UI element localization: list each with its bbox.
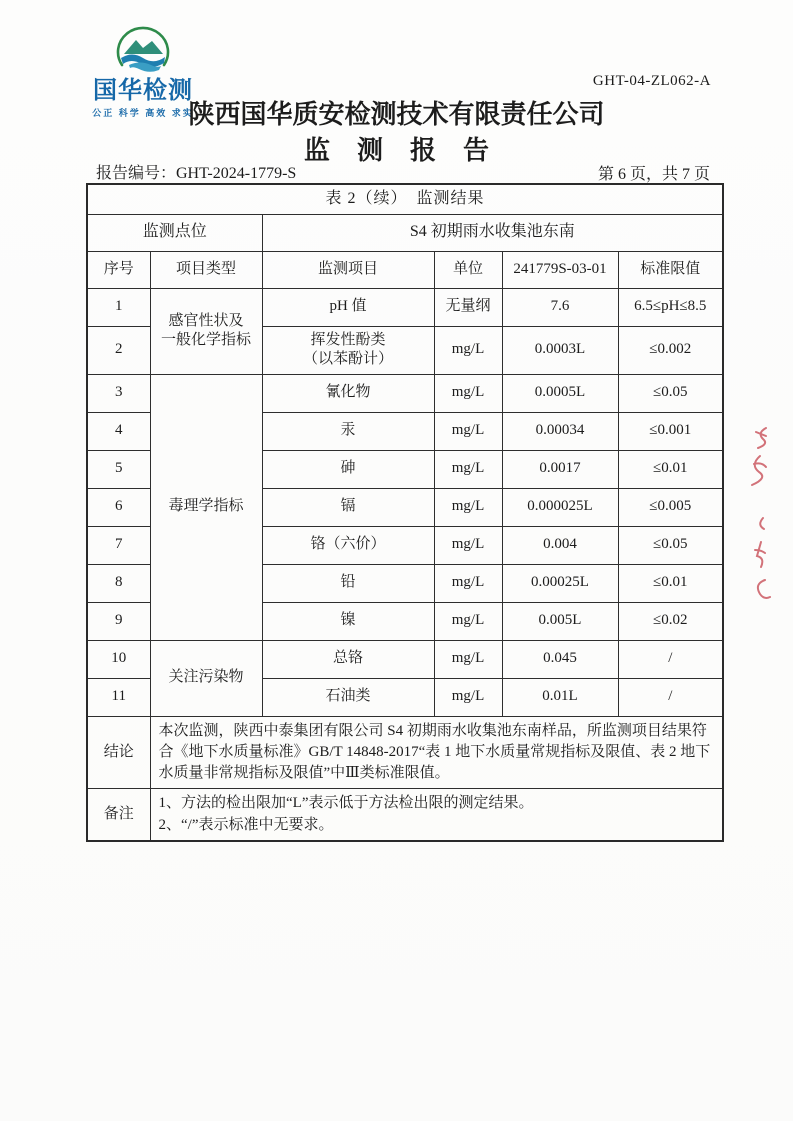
row-value: 0.00025L: [502, 564, 618, 602]
col-header-type: 项目类型: [150, 251, 262, 288]
row-no: 2: [87, 326, 150, 374]
row-unit: mg/L: [434, 488, 502, 526]
row-value: 0.0005L: [502, 374, 618, 412]
row-limit: /: [618, 640, 723, 678]
row-no: 8: [87, 564, 150, 602]
row-limit: ≤0.02: [618, 602, 723, 640]
row-item: 镍: [262, 602, 434, 640]
row-no: 4: [87, 412, 150, 450]
monitoring-results-table: [86, 183, 724, 842]
row-value: 0.005L: [502, 602, 618, 640]
row-no: 9: [87, 602, 150, 640]
row-item: 铅: [262, 564, 434, 602]
company-name: 陕西国华质安检测技术有限责任公司: [188, 99, 605, 129]
logo-slogan: 公正 科学 高效 求实: [92, 108, 194, 119]
col-header-limit: 标准限值: [618, 251, 723, 288]
table-row: [87, 374, 723, 412]
row-item: 总铬: [262, 640, 434, 678]
row-unit: 无量纲: [434, 288, 502, 326]
group-label-toxicology: 毒理学指标: [150, 374, 262, 640]
row-item: [262, 326, 434, 374]
table-row: [87, 288, 723, 326]
site-value: S4 初期雨水收集池东南: [262, 214, 723, 251]
col-header-no: 序号: [87, 251, 150, 288]
table-title: 表 2（续） 监测结果: [87, 184, 723, 214]
report-number: 报告编号：GHT-2024-1779-S: [96, 165, 297, 182]
mountain-water-circle-icon: [107, 18, 179, 78]
row-unit: mg/L: [434, 374, 502, 412]
row-limit: /: [618, 678, 723, 716]
remarks-text: [150, 789, 723, 841]
col-header-unit: 单位: [434, 251, 502, 288]
remark-line: 1、方法的检出限加“L”表示低于方法检出限的测定结果。: [158, 795, 534, 812]
row-no: 11: [87, 678, 150, 716]
group-label-pollutants: 关注污染物: [150, 640, 262, 716]
row-value: 0.0017: [502, 450, 618, 488]
row-limit: ≤0.01: [618, 564, 723, 602]
row-limit: ≤0.002: [618, 326, 723, 374]
row-unit: mg/L: [434, 412, 502, 450]
col-header-item: 监测项目: [262, 251, 434, 288]
row-limit: ≤0.01: [618, 450, 723, 488]
table-row: [87, 640, 723, 678]
row-item: 氰化物: [262, 374, 434, 412]
conclusion-label: 结论: [87, 716, 150, 789]
row-no: 3: [87, 374, 150, 412]
document-code: GHT-04-ZL062-A: [592, 73, 711, 89]
row-value: 0.004: [502, 526, 618, 564]
row-item-line: （以苯酚计）: [302, 351, 393, 367]
row-limit: ≤0.05: [618, 526, 723, 564]
row-no: 5: [87, 450, 150, 488]
group-label-sensory: [150, 288, 262, 374]
row-item: pH 值: [262, 288, 434, 326]
row-limit: ≤0.005: [618, 488, 723, 526]
row-item: 石油类: [262, 678, 434, 716]
logo-name: 国华检测: [93, 77, 193, 104]
row-value: 0.0003L: [502, 326, 618, 374]
row-no: 6: [87, 488, 150, 526]
row-value: 0.01L: [502, 678, 618, 716]
row-unit: mg/L: [434, 526, 502, 564]
row-unit: mg/L: [434, 326, 502, 374]
row-limit: 6.5≤pH≤8.5: [618, 288, 723, 326]
col-header-sample-id: 241779S-03-01: [502, 251, 618, 288]
row-item: 汞: [262, 412, 434, 450]
remarks-label: 备注: [87, 789, 150, 841]
remark-line: 2、“/”表示标准中无要求。: [158, 816, 334, 833]
page-number: 第 6 页，共 7 页: [597, 166, 710, 183]
site-label: 监测点位: [87, 214, 262, 251]
handwritten-red-ink-marks: [736, 424, 780, 604]
row-no: 1: [87, 288, 150, 326]
row-value: 0.00034: [502, 412, 618, 450]
row-unit: mg/L: [434, 640, 502, 678]
row-value: 0.000025L: [502, 488, 618, 526]
group-label-line: 感官性状及: [168, 312, 244, 329]
row-limit: ≤0.05: [618, 374, 723, 412]
row-item: 镉: [262, 488, 434, 526]
row-item: 砷: [262, 450, 434, 488]
row-item: 铬（六价）: [262, 526, 434, 564]
report-title: 监测报告: [303, 135, 516, 165]
row-value: 7.6: [502, 288, 618, 326]
group-label-line: 一般化学指标: [160, 332, 251, 348]
row-unit: mg/L: [434, 602, 502, 640]
row-unit: mg/L: [434, 450, 502, 488]
row-unit: mg/L: [434, 564, 502, 602]
row-no: 7: [87, 526, 150, 564]
row-item-line: 挥发性酚类: [310, 331, 386, 348]
row-no: 10: [87, 640, 150, 678]
row-unit: mg/L: [434, 678, 502, 716]
row-value: 0.045: [502, 640, 618, 678]
conclusion-text: 本次监测，陕西中泰集团有限公司 S4 初期雨水收集池东南样品，所监测项目结果符合《地下水质量标准》GB/T 14848-2017“表 1 地下水质量常规指标及限值、表 2 地下水质量非常规指标及限值”中Ⅲ类标准限值。: [150, 716, 723, 789]
row-limit: ≤0.001: [618, 412, 723, 450]
